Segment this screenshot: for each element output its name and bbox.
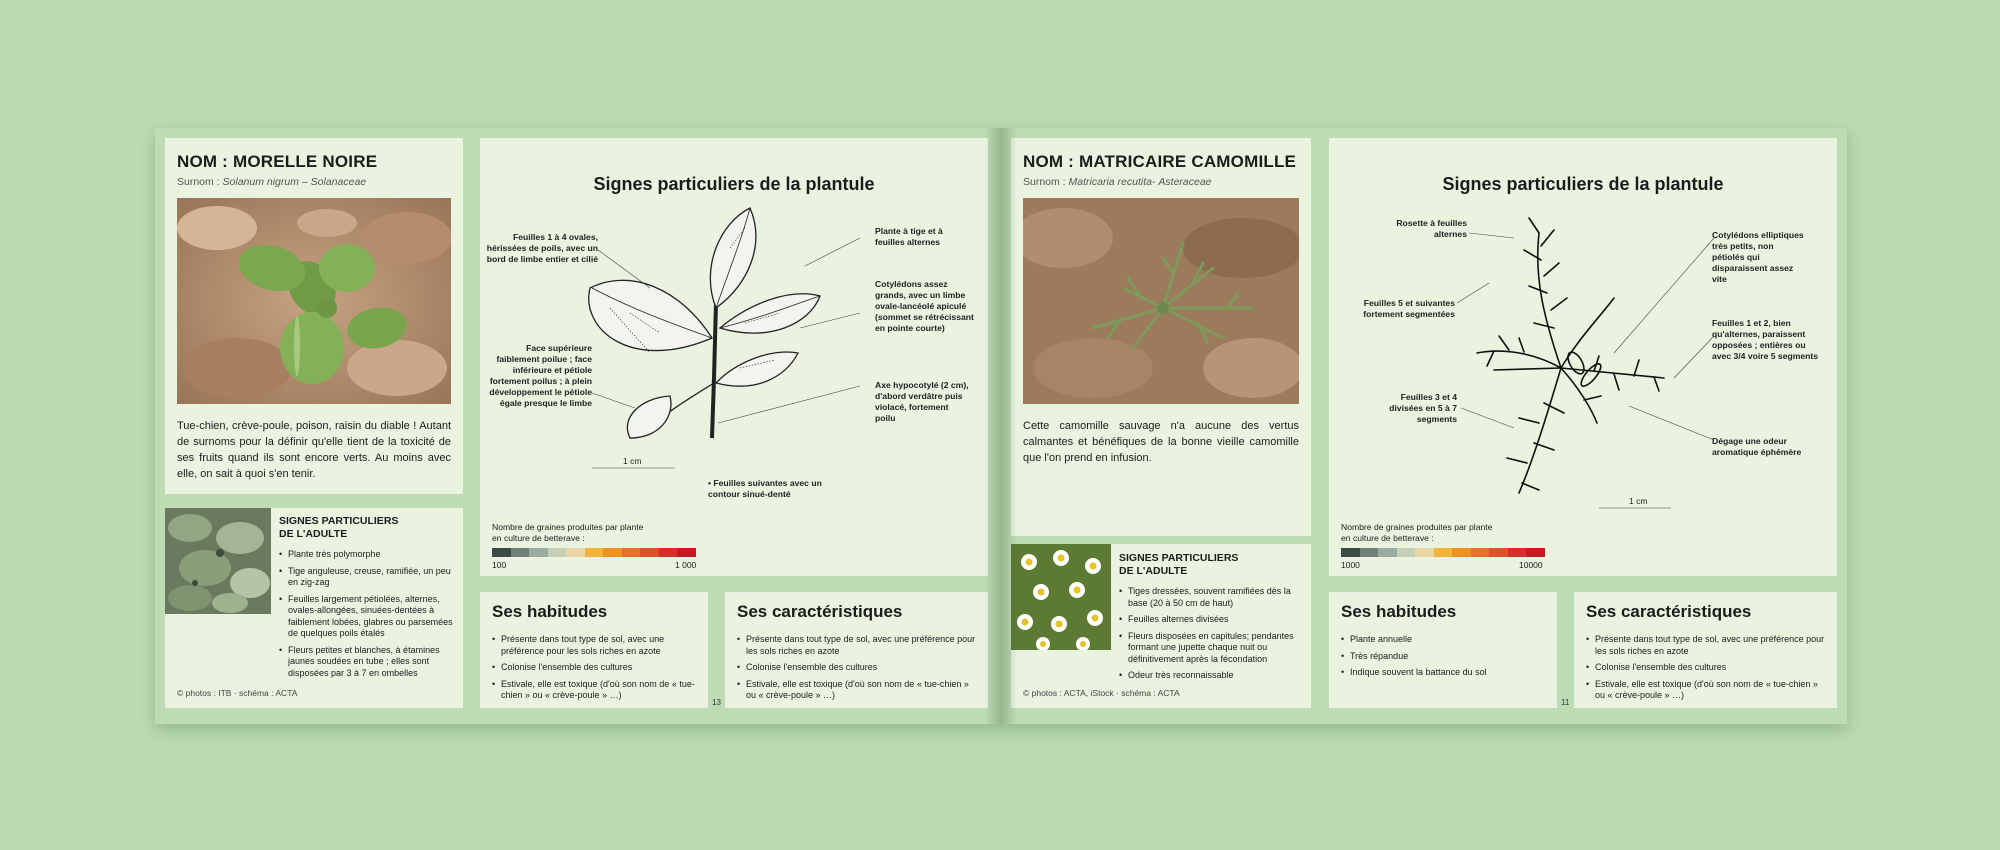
left-page [155,128,1001,724]
adult-photo [165,508,271,614]
adult-photo [1011,544,1111,650]
seed-count-min: 100 [492,560,507,570]
list-item: • Présente dans tout type de sol, avec une préférence pour les sols riches en azote [1586,634,1829,657]
scale-step [659,548,678,557]
characteristics-title: Ses caractéristiques [737,602,903,621]
habits-title: Ses habitudes [1341,602,1457,621]
plant-surnom: Surnom : Matricaria recutita- Asteraceae [1023,176,1212,188]
characteristics-title: Ses caractéristiques [1586,602,1752,621]
scale-label: 1 cm [623,456,642,466]
plant-name: NOM : MATRICAIRE CAMOMILLE [1023,152,1297,171]
signs-title: Signes particuliers de la plantule [593,174,875,194]
seed-count-label: Nombre de graines produites par plante en culture de betterave : [492,522,644,543]
scale-step [1471,548,1490,557]
list-item: • Fleurs petites et blanches, à étamines jaunes soudées en tube ; elles sont disposées par 3 à 7 en ombelles [279,645,457,680]
annotation-feuilles-3-4: Feuilles 3 et 4 divisées en 5 à 7 segments [1389,392,1457,424]
adult-title: SIGNES PARTICULIERS DE L'ADULTE [1119,552,1239,577]
annotation-feuilles-1-2: Feuilles 1 et 2, bien qu'alternes, paraissent opposées ; entières ou avec 3/4 voire 5 segments [1712,318,1819,361]
signs-title: Signes particuliers de la plantule [1442,174,1724,194]
list-item: • Fleurs disposées en capitules; pendantes formant une jupette chaque nuit ou définitivement après la fécondation [1119,631,1305,666]
scale-step [585,548,604,557]
adult-card [165,508,463,708]
annotation-rosette: Rosette à feuilles alternes [1396,218,1467,239]
list-item: • Plante annuelle [1341,634,1549,646]
list-item: • Colonise l'ensemble des cultures [737,662,980,674]
list-item: • Feuilles largement pétiolées, alternes, ovales-allongées, sinuées-dentées à faiblement lobées, glabres ou parsemées de quelques poils étalés [279,594,457,640]
page-number: 13 [712,698,721,707]
characteristics-card [1574,592,1837,708]
habits-title: Ses habitudes [492,602,608,621]
photo-credits: © photos : ACTA, iStock · schéma : ACTA [1023,688,1180,698]
adult-list [1119,586,1305,682]
scale-step [640,548,659,557]
list-item: • Feuilles alternes divisées [1119,614,1305,626]
scale-step [622,548,641,557]
scale-step [1341,548,1360,557]
list-item: • Indique souvent la battance du sol [1341,667,1549,679]
list-item: • Estivale, elle est toxique (d'où son nom de « tue-chien » ou « crève-poule » …) [737,679,980,702]
scale-step [1489,548,1508,557]
seed-count-scale [1341,548,1545,557]
list-item: • Plante très polymorphe [279,549,457,561]
list-item: • Odeur très reconnaissable [1119,670,1305,682]
intro-text: Tue-chien, crève-poule, poison, raisin du diable ! Autant de surnoms pour la définir qu'elle tient de la toxicité de ses fruits quand ils sont encore verts. Au moins avec elle, on sait à quoi s'en tenir. [177,420,451,480]
scale-step [1397,548,1416,557]
seed-count-max: 1 000 [675,560,697,570]
habits-list [1341,634,1549,679]
name-card [165,138,463,494]
characteristics-list [1586,634,1829,702]
scale-step [1360,548,1379,557]
scale-step [1378,548,1397,557]
annotation-axe-hypocotyle: Axe hypocotylé (2 cm), d'abord verdâtre puis violacé, fortement poilu [875,380,969,423]
habits-card [480,592,708,708]
scale-step [1415,548,1434,557]
seed-count-label: Nombre de graines produites par plante en culture de betterave : [1341,522,1493,543]
adult-title: SIGNES PARTICULIERS DE L'ADULTE [279,515,399,540]
seedling-signs-card [480,138,988,576]
annotation-feuilles-5: Feuilles 5 et suivantes fortement segmentées [1363,298,1455,319]
annotation-cotyledons: Cotylédons elliptiques très petits, non pétiolés qui disparaissent assez vite [1712,230,1804,284]
seedling-photo [177,198,451,404]
photo-credits: © photos : ITB · schéma : ACTA [177,688,298,698]
annotation-feuilles-1-4: Feuilles 1 à 4 ovales, hérissées de poils, avec un bord de limbe entier et cilié [486,232,598,264]
scale-label: 1 cm [1629,496,1648,506]
annotation-cotyledons: Cotylédons assez grands, avec un limbe ovale-lancéolé apiculé (sommet se rétrécissant en pointe courte) [875,279,974,333]
scale-step [1526,548,1545,557]
seed-count-scale [492,548,696,557]
seed-count-max: 10000 [1519,560,1543,570]
seedling-signs-card [1329,138,1837,576]
scale-step [548,548,567,557]
annotation-face-superieure: Face supérieure faiblement poilue ; face inférieure et pétiole fortement poilus ; à plein développement le pétiole égale presque le limbe [489,343,592,408]
list-item: • Très répandue [1341,651,1549,663]
plant-name: NOM : MORELLE NOIRE [177,152,378,171]
open-booklet [155,128,1847,724]
annotation-odeur: Dégage une odeur aromatique éphémère [1712,436,1802,457]
list-item: • Tiges dressées, souvent ramifiées dès la base (20 à 50 cm de haut) [1119,586,1305,609]
list-item: • Colonise l'ensemble des cultures [492,662,700,674]
adult-list [279,549,457,679]
seed-count-min: 1000 [1341,560,1360,570]
list-item: • Colonise l'ensemble des cultures [1586,662,1829,674]
scale-step [1508,548,1527,557]
plant-surnom: Surnom : Solanum nigrum – Solanaceae [177,176,367,188]
list-item: • Présente dans tout type de sol, avec une préférence pour les sols riches en azote [737,634,980,657]
seedling-photo [1023,198,1299,404]
characteristics-list [737,634,980,702]
adult-card [1011,544,1311,708]
characteristics-card [725,592,988,708]
annotation-tige: Plante à tige et à feuilles alternes [875,226,943,247]
list-item: • Présente dans tout type de sol, avec une préférence pour les sols riches en azote [492,634,700,657]
list-item: • Estivale, elle est toxique (d'où son nom de « tue-chien » ou « crève-poule » …) [492,679,700,702]
list-item: • Tige anguleuse, creuse, ramifiée, un peu en zig-zag [279,566,457,589]
right-page [1001,128,1847,724]
intro-text: Cette camomille sauvage n'a aucune des vertus calmantes et bénéfiques de la bonne vieille camomille que l'on prend en infusion. [1023,420,1299,464]
annotation-feuilles-suivantes: • Feuilles suivantes avec un contour sinué-denté [708,478,822,499]
scale-step [1434,548,1453,557]
list-item: • Estivale, elle est toxique (d'où son nom de « tue-chien » ou « crève-poule » …) [1586,679,1829,702]
habits-list [492,634,700,702]
name-card [1011,138,1311,536]
page-number: 11 [1561,698,1570,707]
scale-step [677,548,696,557]
habits-card [1329,592,1557,708]
scale-step [511,548,530,557]
scale-step [492,548,511,557]
scale-step [603,548,622,557]
scale-step [1452,548,1471,557]
scale-step [529,548,548,557]
scale-step [566,548,585,557]
